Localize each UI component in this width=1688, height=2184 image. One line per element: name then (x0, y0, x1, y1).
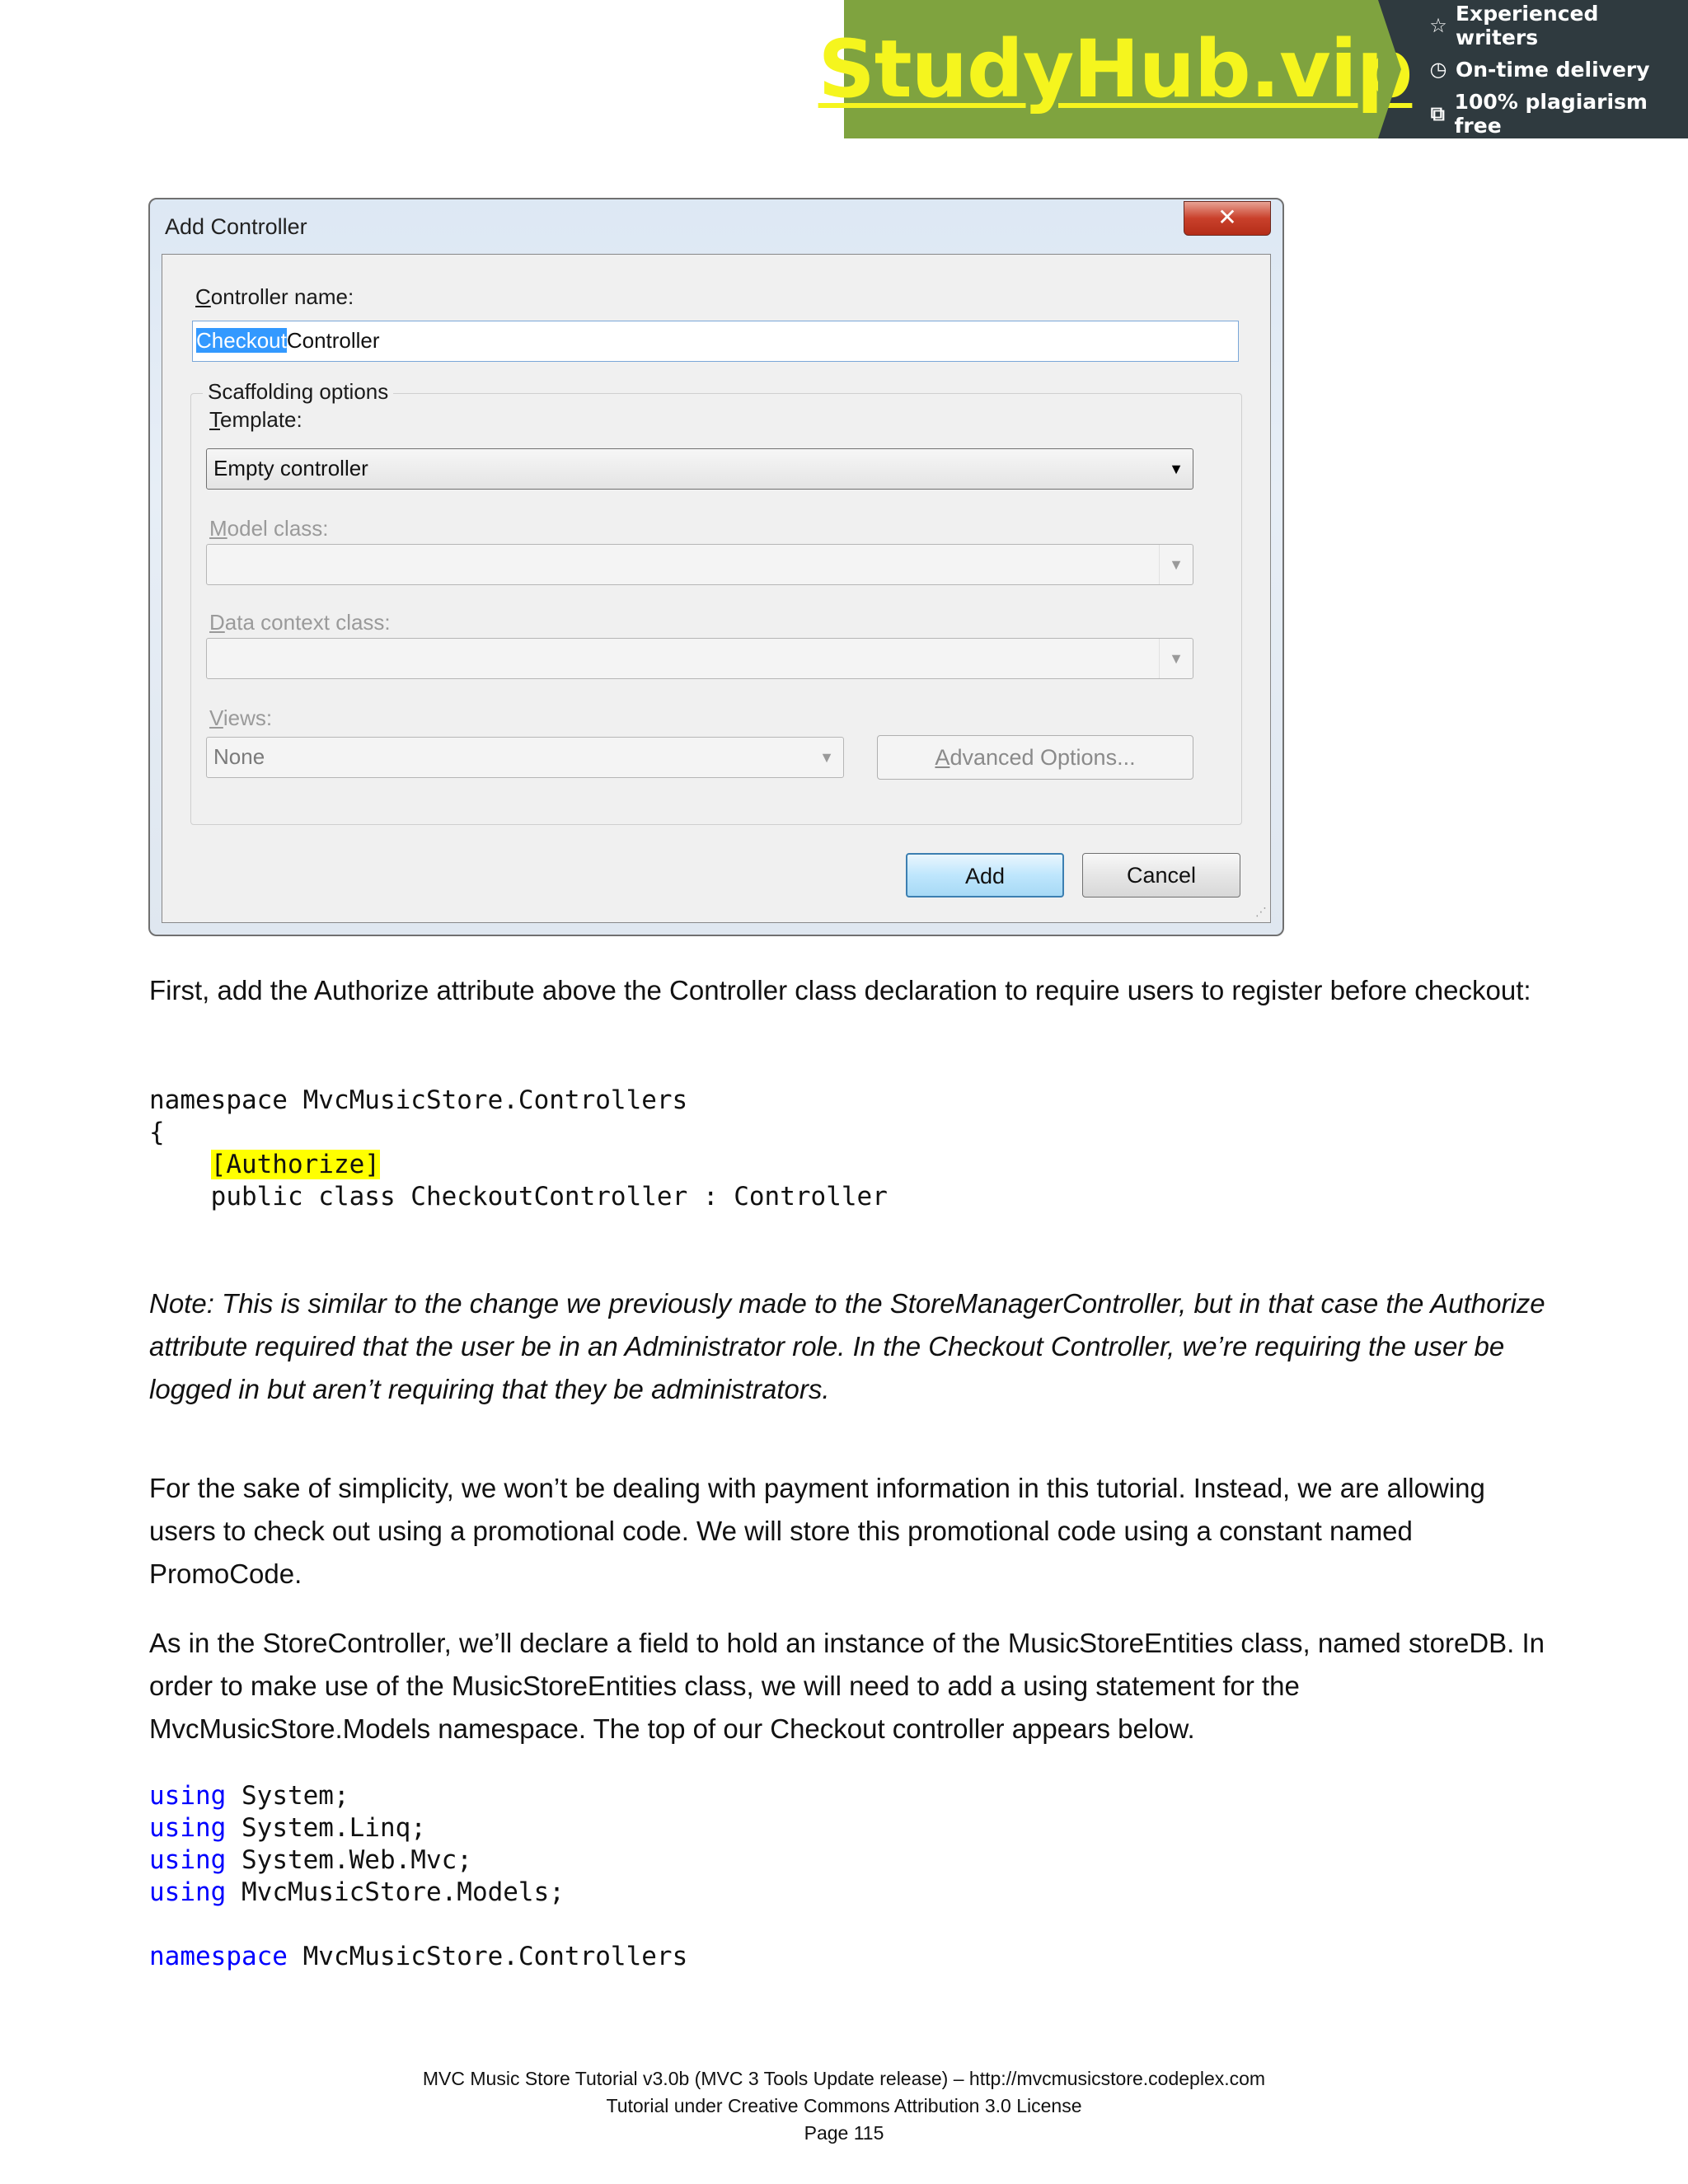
views-select[interactable] (206, 737, 844, 778)
advanced-options-button[interactable]: Advanced Options... (877, 735, 1193, 780)
dialog-title: Add Controller (165, 214, 307, 239)
code-line: namespace MvcMusicStore.Controllers (149, 1085, 688, 1115)
highlighted-attribute: [Authorize] (210, 1150, 380, 1179)
banner-features-panel (1378, 0, 1688, 138)
footer-line-tutorial: MVC Music Store Tutorial v3.0b (MVC 3 Tools Update release) – http://mvcmusicstore.codeplex.com (422, 2068, 1266, 2089)
feature-experienced-writers (1428, 2, 1688, 49)
code-keyword: using (149, 1845, 227, 1875)
template-select-value: Empty controller (213, 456, 368, 480)
code-block-authorize (149, 1085, 888, 1213)
feature-label: Experienced writers (1455, 1, 1599, 49)
paragraph-storedb: As in the StoreController, we’ll declare a field to hold an instance of the MusicStoreEntities class, named storeDB. In order to make use of the MusicStoreEntities class, we will need to add a using statement for the MvcMusicStore.Models namespace. The top of our Checkout controller appears below. (149, 1628, 1545, 1744)
footer-line-license: Tutorial under Creative Commons Attribution 3.0 License (606, 2095, 1082, 2116)
feature-label: On-time delivery (1456, 57, 1650, 82)
feature-on-time-delivery (1428, 58, 1688, 82)
studyhub-banner[interactable] (818, 0, 1688, 138)
feature-label: 100% plagiarism free (1454, 89, 1648, 138)
code-keyword: using (149, 1781, 227, 1811)
chevron-down-icon: ▼ (819, 749, 834, 766)
views-label: Views: (209, 705, 273, 730)
feature-plagiarism-free (1428, 90, 1688, 138)
input-text: Controller (286, 328, 380, 353)
template-label: Template: (209, 407, 302, 432)
brand-logo-text: StudyHub.vip (818, 23, 1413, 115)
dialog-body (162, 254, 1271, 923)
clock-icon: ◷ (1429, 58, 1447, 81)
views-select-value: None (213, 744, 265, 769)
add-button[interactable]: Add (906, 853, 1064, 898)
code-line: public class CheckoutController : Controller (210, 1182, 888, 1212)
data-context-class-label: Data context class: (209, 610, 391, 635)
scaffolding-options-legend: Scaffolding options (203, 379, 393, 405)
copy-icon: ⧉ (1430, 101, 1445, 125)
controller-name-label: Controller name: (195, 284, 354, 309)
code-keyword: using (149, 1877, 227, 1907)
code-block-using: using System; using System.Linq; using System.Web.Mvc; using MvcMusicStore.Models; namespace MvcMusicStore.Controllers (149, 1781, 688, 1971)
model-class-label: Model class: (209, 516, 329, 541)
paragraph-authorize-intro: First, add the Authorize attribute above the Controller class declaration to require users to register before checkout: (149, 975, 1531, 1005)
code-keyword: namespace (149, 1942, 288, 1971)
resize-grip-icon[interactable]: ⋰ (1255, 905, 1267, 918)
add-controller-dialog (148, 198, 1284, 936)
cancel-button[interactable]: Cancel (1082, 853, 1240, 898)
data-context-class-select[interactable] (206, 638, 1193, 679)
code-line: { (149, 1118, 165, 1147)
selected-text: Checkout (196, 328, 287, 353)
controller-name-input[interactable] (192, 321, 1239, 362)
chevron-down-icon: ▼ (1169, 461, 1184, 477)
banner-brand-panel (818, 0, 1413, 138)
scaffolding-options-group (190, 379, 1242, 825)
star-icon: ☆ (1429, 13, 1447, 37)
page-number: Page 115 (804, 2122, 884, 2144)
page-footer (0, 2065, 1688, 2147)
chevron-down-icon: ▼ (1159, 545, 1193, 584)
paragraph-promo-code: For the sake of simplicity, we won’t be dealing with payment information in this tutorial. Instead, we are allowing users to check out using a promotional code. We will store this promotional code using a constant named PromoCode. (149, 1473, 1485, 1589)
model-class-select[interactable] (206, 544, 1193, 585)
code-keyword: using (149, 1813, 227, 1843)
close-button[interactable] (1184, 201, 1271, 236)
close-icon: ✕ (1217, 204, 1237, 230)
template-select[interactable] (206, 448, 1193, 490)
chevron-down-icon: ▼ (1159, 639, 1193, 678)
note-paragraph: Note: This is similar to the change we previously made to the StoreManagerController, but in that case the Authorize attribute required that the user be in an Administrator role. In the Checkout Controller, we’re requiring the user be logged in but aren’t requiring that they be administrators. (149, 1288, 1545, 1404)
